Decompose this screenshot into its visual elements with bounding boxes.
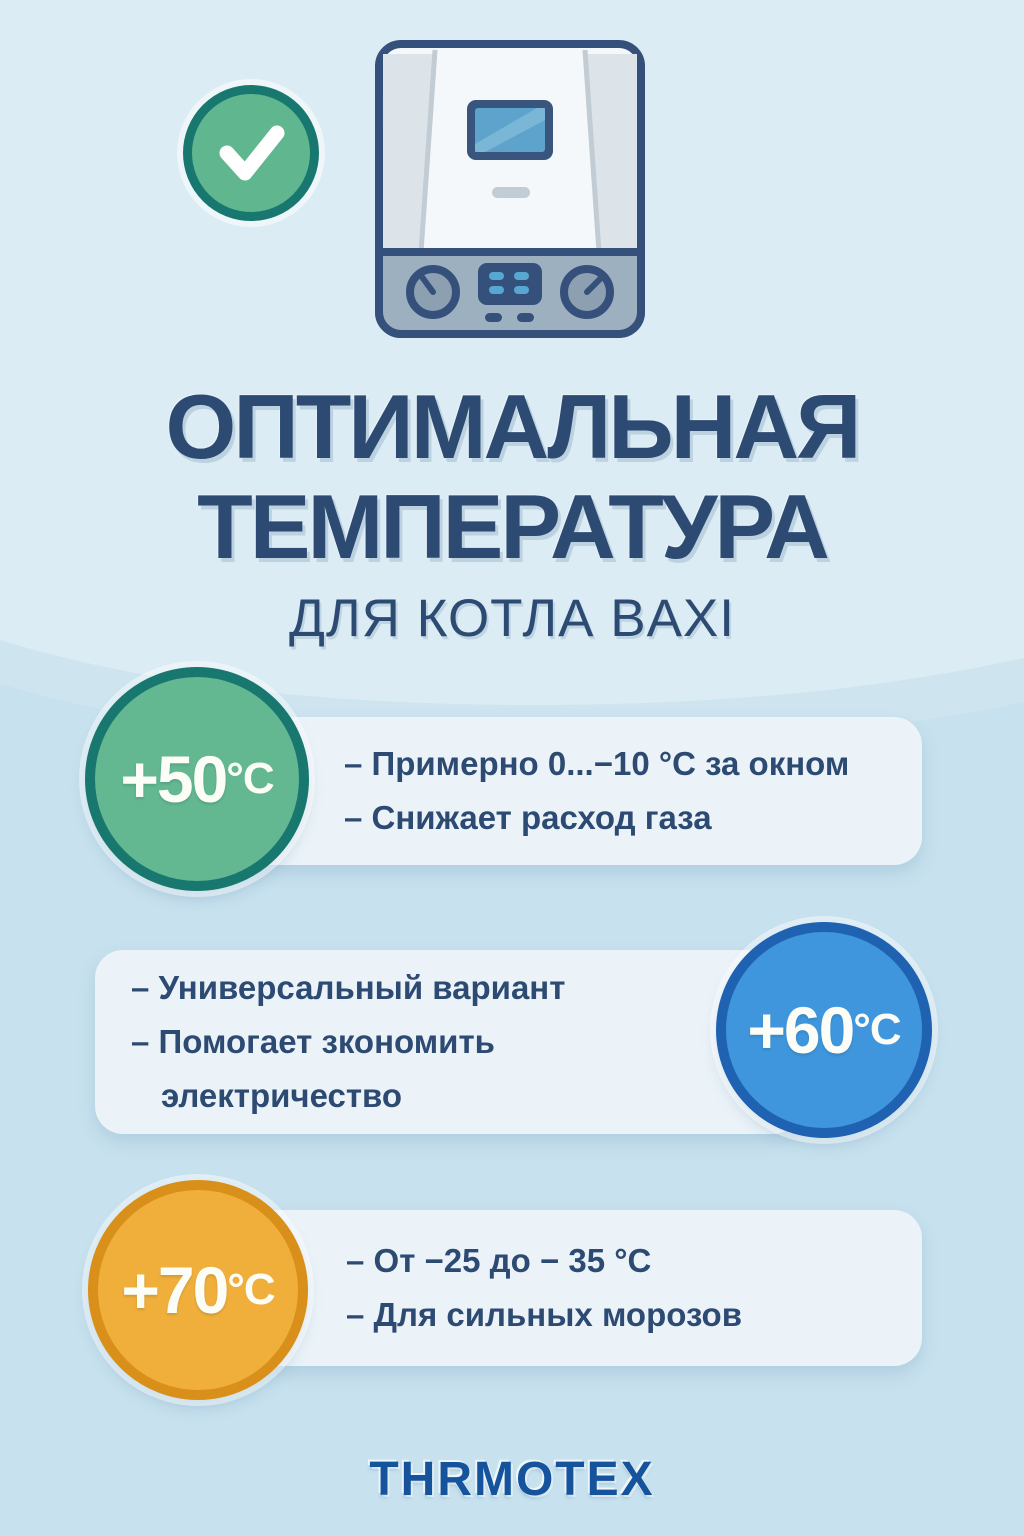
temp-circle-50 [85, 667, 309, 891]
temp-value: +70 [121, 1253, 228, 1327]
page-title-line1: ОПТИМАЛЬНАЯ [165, 377, 859, 478]
temp-unit: °C [227, 1265, 275, 1314]
boiler-icon [375, 40, 645, 338]
bullet-text: – Помогает зкономить [131, 1023, 495, 1060]
bullet-text: – Универсальный вариант [131, 969, 566, 1006]
bullet-text: – Примерно 0...−10 °C за окном [344, 745, 850, 782]
temp-circle-70 [88, 1180, 308, 1400]
temp-circle-60 [716, 922, 932, 1138]
page-subtitle: ДЛЯ КОТЛА BAXI [288, 589, 736, 648]
temp-card-50 [216, 717, 922, 865]
temp-value: +50 [120, 742, 227, 816]
checkmark-icon [183, 85, 319, 221]
page-title-line2: ТЕМПЕРАТУРА [197, 477, 827, 578]
bullet-text: – Снижает расход газа [344, 799, 712, 836]
bullet-text: – Для сильных морозов [346, 1296, 742, 1333]
temp-card-70 [216, 1210, 922, 1366]
bullet-text-continuation: электричество [161, 1077, 403, 1114]
temp-unit: °C [226, 754, 274, 803]
temp-card-60 [95, 950, 801, 1134]
temp-unit: °C [853, 1005, 901, 1054]
temp-value: +60 [747, 993, 854, 1067]
brand-logo-text: THRMOTEX [369, 1453, 655, 1506]
bullet-text: – От −25 до − 35 °C [346, 1242, 652, 1279]
